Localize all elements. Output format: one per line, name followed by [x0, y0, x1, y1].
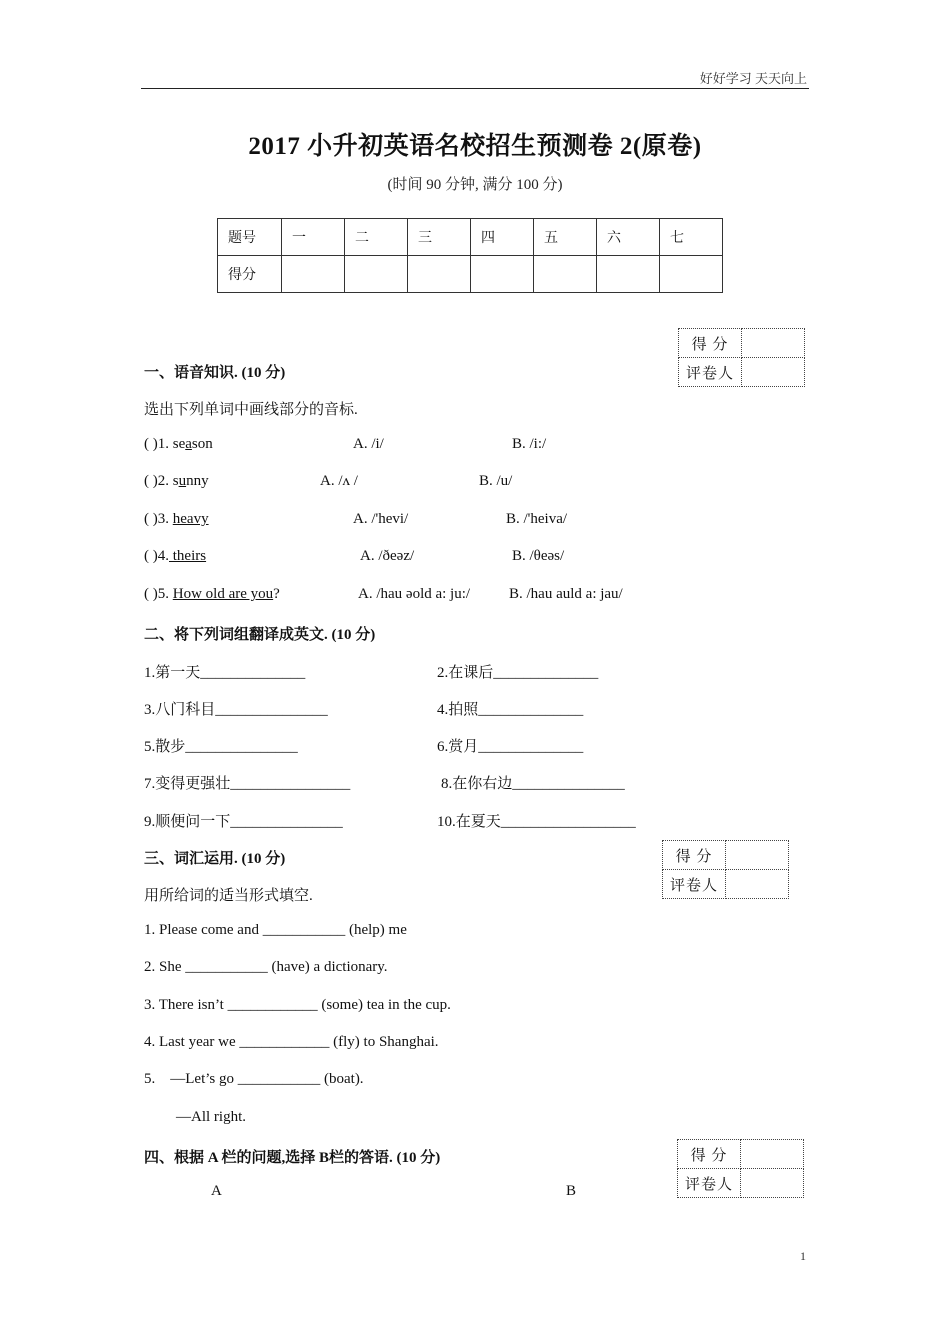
fill-blank-reply: —All right. [176, 1109, 246, 1125]
grader-reviewer-blank [741, 1169, 804, 1198]
question-4 [144, 548, 206, 565]
section1-instruction: 选出下列单词中画线部分的音标. [144, 402, 358, 418]
grader-box [662, 840, 789, 899]
q2-option-a: A. /ʌ / [320, 473, 358, 489]
q2-option-b: B. /u/ [479, 473, 513, 489]
score-blank [534, 256, 597, 293]
header-rule [141, 88, 809, 89]
grader-box [678, 328, 805, 387]
grader-score-label: 得 分 [679, 329, 742, 358]
q5-underlined: How old are you [172, 586, 274, 602]
translation-item: 8.在你右边_______________ [441, 776, 625, 792]
grader-reviewer-label: 评卷人 [678, 1169, 741, 1198]
score-blank [597, 256, 660, 293]
score-blank [471, 256, 534, 293]
grader-reviewer-blank [726, 870, 789, 899]
translation-item: 10.在夏天__________________ [437, 814, 636, 830]
translation-item: 4.拍照______________ [437, 702, 584, 718]
section2-heading: 二、将下列词组翻译成英文. (10 分) [144, 627, 376, 643]
grader-reviewer-blank [742, 358, 805, 387]
fill-blank-item: 4. Last year we ____________ (fly) to Shanghai. [144, 1034, 439, 1050]
q3-underlined: heavy [172, 511, 209, 527]
grader-box [677, 1139, 804, 1198]
section4-heading: 四、根据 A 栏的问题,选择 B栏的答语. (10 分) [144, 1150, 441, 1166]
q2-word-part: nny [186, 473, 209, 489]
translation-item: 9.顺便问一下_______________ [144, 814, 343, 830]
score-table [217, 218, 723, 293]
column-a-label: A [211, 1183, 222, 1199]
score-cell: 得分 [218, 256, 282, 293]
score-cell: 六 [597, 219, 660, 256]
score-blank [408, 256, 471, 293]
fill-blank-item: 5. —Let’s go ___________ (boat). [144, 1071, 364, 1087]
grader-score-blank [741, 1140, 804, 1169]
section1-heading: 一、语音知识. (10 分) [144, 365, 286, 381]
question-2 [144, 473, 209, 490]
score-table-header-row [218, 219, 723, 256]
score-blank [660, 256, 723, 293]
exam-subtitle: (时间 90 分钟, 满分 100 分) [387, 177, 563, 193]
question-3 [144, 511, 209, 528]
translation-item: 2.在课后______________ [437, 665, 599, 681]
q1-prefix: ( )1. [144, 436, 173, 452]
q3-option-b: B. /'heiva/ [506, 511, 568, 527]
q1-underlined: a [185, 436, 192, 452]
q2-underlined: u [178, 473, 187, 489]
q1-option-b: B. /i:/ [512, 436, 547, 452]
q2-word-part: s [172, 473, 179, 489]
grader-reviewer-label: 评卷人 [663, 870, 726, 899]
grader-score-label: 得 分 [663, 841, 726, 870]
q4-option-b: B. /θeəs/ [512, 548, 565, 564]
score-blank [345, 256, 408, 293]
score-cell: 二 [345, 219, 408, 256]
q5-option-b: B. /hau auld a: jau/ [509, 586, 623, 602]
q4-prefix: ( )4. [144, 548, 169, 564]
fill-blank-item: 2. She ___________ (have) a dictionary. [144, 959, 388, 975]
question-5 [144, 586, 280, 603]
fill-blank-item: 3. There isn’t ____________ (some) tea in the cup. [144, 997, 451, 1013]
translation-item: 1.第一天______________ [144, 665, 306, 681]
grader-score-label: 得 分 [678, 1140, 741, 1169]
section3-heading: 三、词汇运用. (10 分) [144, 851, 286, 867]
q4-option-a: A. /ðeəz/ [360, 548, 415, 564]
translation-item: 3.八门科目_______________ [144, 702, 328, 718]
q3-prefix: ( )3. [144, 511, 173, 527]
translation-item: 6.赏月______________ [437, 739, 584, 755]
q1-word-part: son [191, 436, 213, 452]
column-b-label: B [566, 1183, 577, 1199]
page-header: 好好学习 天天向上 [699, 71, 807, 86]
grader-reviewer-label: 评卷人 [679, 358, 742, 387]
q5-option-a: A. /hau əold a: ju:/ [358, 586, 471, 602]
score-cell: 一 [282, 219, 345, 256]
q4-underlined: theirs [169, 548, 207, 564]
q1-word-part: se [172, 436, 186, 452]
grader-score-blank [742, 329, 805, 358]
score-cell: 题号 [218, 219, 282, 256]
fill-blank-item: 1. Please come and ___________ (help) me [144, 922, 407, 938]
translation-item: 7.变得更强壮________________ [144, 776, 351, 792]
section3-instruction: 用所给词的适当形式填空. [144, 888, 313, 904]
score-cell: 五 [534, 219, 597, 256]
q5-suffix: ? [273, 586, 280, 602]
q1-option-a: A. /i/ [353, 436, 384, 452]
grader-score-blank [726, 841, 789, 870]
score-cell: 七 [660, 219, 723, 256]
page-number: 1 [800, 1249, 806, 1263]
score-cell: 三 [408, 219, 471, 256]
page-title: 2017 小升初英语名校招生预测卷 2(原卷) [248, 133, 702, 160]
q2-prefix: ( )2. [144, 473, 173, 489]
score-blank [282, 256, 345, 293]
question-1 [144, 436, 213, 453]
translation-item: 5.散步_______________ [144, 739, 298, 755]
score-cell: 四 [471, 219, 534, 256]
score-table-score-row [218, 256, 723, 293]
q5-prefix: ( )5. [144, 586, 173, 602]
q3-option-a: A. /'hevi/ [353, 511, 409, 527]
